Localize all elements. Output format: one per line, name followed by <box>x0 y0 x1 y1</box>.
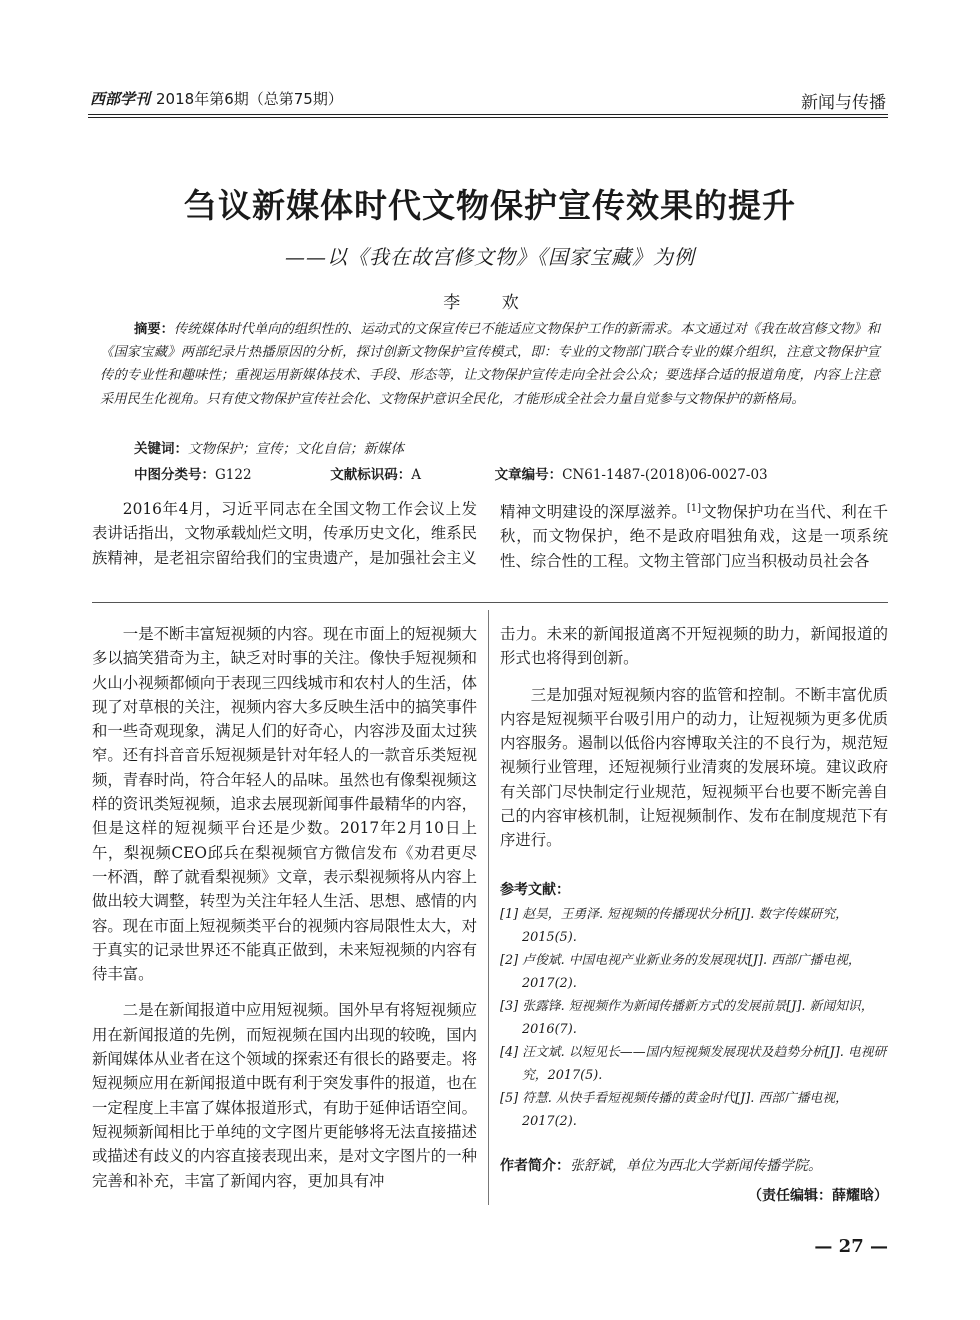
reference-item: [5] 符慧. 从快手看短视频传播的黄金时代[J]. 西部广播电视，2017(2). <box>500 1091 848 1129</box>
header-rule-2 <box>88 117 888 118</box>
abstract-text: 传统媒体时代单向的组织性的、运动式的文保宣传已不能适应文物保护工作的新需求。本文通过对《我在故宫修文物》和《国家宝藏》两部纪录片热播原因的分析，探讨创新文物保护宣传模式，即：专业的文物部门联合专业的媒介组织，注意文物保护宣传的专业性和趣味性；重视运用新媒体技术、手段、形态等，让文物保护宣传走向全社会公众；要选择合适的报道角度，内容上注意采用民生化视角。只有使文物保护宣传社会化、文物保护意识全民化，才能形成全社会力量自觉参与文物保护的新格局。 <box>100 322 881 407</box>
body-left-column <box>92 622 477 1193</box>
doc-value: A <box>411 467 422 483</box>
section-name: 新闻与传播 <box>801 93 886 113</box>
doc-label: 文献标识码： <box>330 467 412 483</box>
keywords <box>134 437 894 457</box>
keywords-label: 关键词： <box>134 441 188 457</box>
body-paragraph-2: 二是在新闻报道中应用短视频。国外早有将短视频应用在新闻报道的先例，而短视频在国内出现的较晚，国内新闻媒体从业者在这个领域的探索还有很长的路要走。将短视频应用在新闻报道中既有利于突发事件的报道，也在一定程度上丰富了媒体报道形式，有助于延伸话语空间。短视频新闻相比于单纯的文字图片更能够将无法直接描述或描述有歧义的内容直接表现出来，是对文字图片的一种完善和补充，丰富了新闻内容，更加具有冲 <box>92 1001 477 1190</box>
references-list <box>500 903 888 1133</box>
header-left <box>90 88 343 109</box>
references-heading: 参考文献： <box>500 882 570 898</box>
body-paragraph-1: 一是不断丰富短视频的内容。现在市面上的短视频大多以搞笑猎奇为主，缺乏对时事的关注。像快手短视频和火山小视频都倾向于表现三四线城市和农村人的生活，体现了对草根的关注，视频内容大多反映生活中的搞笑事件和一些奇观现象，满足人们的好奇心，内容涉及面太过狭窄。还有抖音音乐短视频是针对年轻人的一款音乐类短视频，青春时尚，符合年轻人的品味。虽然也有像梨视频这样的资讯类短视频，追求去展现新闻事件最精华的内容，但是这样的短视频平台还是少数。2017年2月10日上午，梨视频CEO邱兵在梨视频官方微信发布《劝君更尽一杯酒，醉了就看梨视频》文章，表示梨视频将从内容上做出较大调整，转型为关注年轻人生活、思想、感情的内容。现在市面上短视频类平台的视频内容局限性太大，对于真实的记录世界还不能真正做到，未来短视频的内容有待丰富。 <box>92 625 477 984</box>
intro-left-column <box>92 497 477 570</box>
section-divider <box>92 602 888 603</box>
column-rule <box>488 610 489 1205</box>
author-bio <box>500 1155 822 1175</box>
bio-text: 张舒斌，单位为西北大学新闻传播学院。 <box>570 1158 822 1174</box>
article-subtitle: ——以《我在故宫修文物》《国家宝藏》为例 <box>285 245 695 269</box>
article-title: 刍议新媒体时代文物保护宣传效果的提升 <box>184 186 796 225</box>
abstract-label: 摘要： <box>134 322 174 337</box>
intro-right-column <box>500 497 888 573</box>
journal-name: 西部学刊 <box>90 90 151 108</box>
article-no-label: 文章编号： <box>494 467 563 483</box>
responsible-editor: （责任编辑：薛耀晗） <box>748 1188 888 1204</box>
page-number: — 27 — <box>814 1236 888 1257</box>
abstract <box>100 318 880 411</box>
intro-paragraph-left: 2016年4月，习近平同志在全国文物工作会议上发表讲话指出，文物承载灿烂文明，传承历史文化，维系民族精神，是老祖宗留给我们的宝贵遗产，是加强社会主义 <box>92 500 477 567</box>
reference-item: [2] 卢俊斌. 中国电视产业新业务的发展现状[J]. 西部广播电视，2017(2). <box>500 953 861 991</box>
article-no-value: CN61-1487-(2018)06-0027-03 <box>562 467 768 483</box>
header-rule <box>88 114 888 115</box>
keywords-text: 文物保护；宣传；文化自信；新媒体 <box>188 441 404 457</box>
issue-info: 2018年第6期（总第75期） <box>156 90 343 108</box>
body-paragraph-3: 击力。未来的新闻报道离不开短视频的助力，新闻报道的形式也将得到创新。 <box>500 625 888 668</box>
author-name: 李 欢 <box>443 293 537 313</box>
clc-value: G122 <box>215 467 252 483</box>
clc-label: 中图分类号： <box>134 467 215 483</box>
intro-right-text-b: 文物保护功在当代、利在千秋，而文物保护，绝不是政府唱独角戏，这是一项系统性、综合性的工程。文物主管部门应当积极动员社会各 <box>500 503 888 570</box>
body-right-column <box>500 622 888 853</box>
intro-right-text-a: 精神文明建设的深厚滋养。 <box>500 503 687 522</box>
body-paragraph-4: 三是加强对短视频内容的监管和控制。不断丰富优质内容是短视频平台吸引用户的动力，让短视频为更多优质内容服务。遏制以低俗内容博取关注的不良行为，规范短视频行业管理，还短视频行业清爽的发展环境。建议政府有关部门尽快制定行业规范，短视频平台也要不断完善自己的内容审核机制，让短视频制作、发布在制度规范下有序进行。 <box>500 685 888 850</box>
reference-item: [1] 赵昊，王勇泽. 短视频的传播现状分析[J]. 数字传媒研究，2015(5). <box>500 907 848 945</box>
classification-line <box>134 463 894 483</box>
citation-1: [1] <box>686 503 702 514</box>
reference-item: [4] 汪文斌. 以短见长——国内短视频发展现状及趋势分析[J]. 电视研究，2017(5). <box>500 1045 887 1083</box>
reference-item: [3] 张露锋. 短视频作为新闻传播新方式的发展前景[J]. 新闻知识，2016(7). <box>500 999 874 1037</box>
intro-paragraph-right <box>500 497 888 573</box>
bio-label: 作者简介： <box>500 1158 570 1174</box>
